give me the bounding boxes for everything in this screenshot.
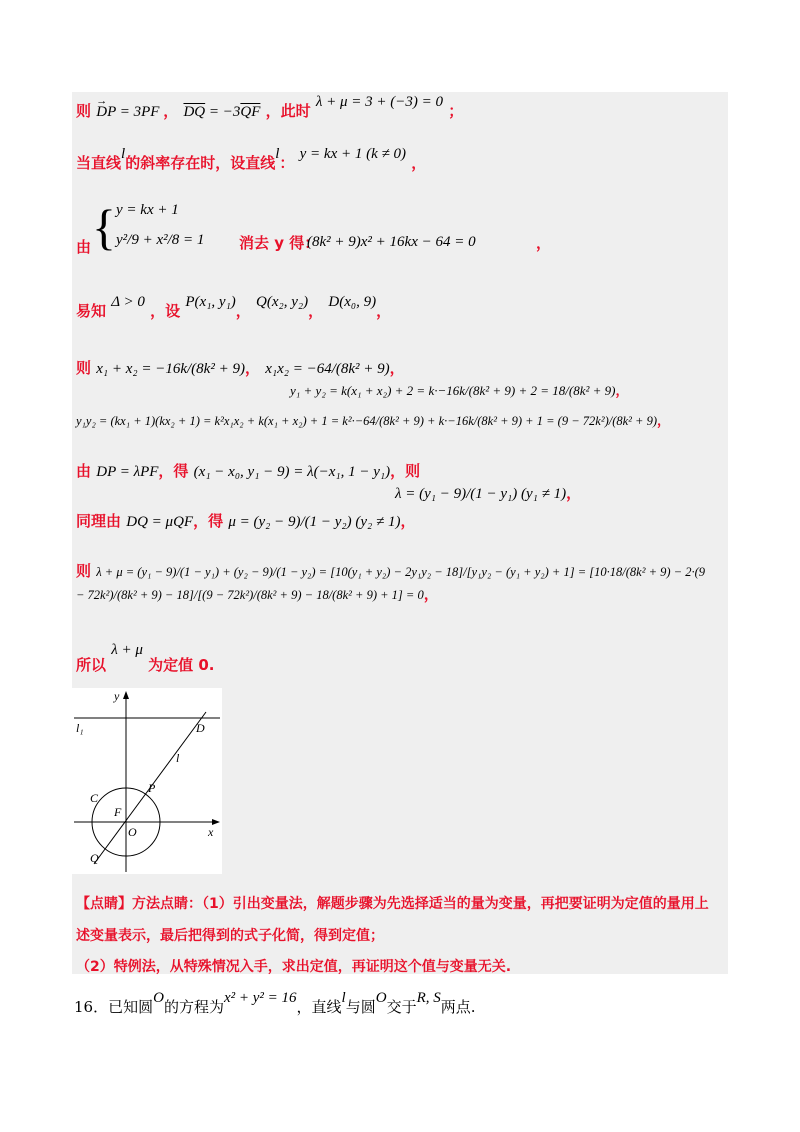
vieta-sum: x₁ + x₂ = −16k/(8k² + 9) bbox=[96, 361, 245, 377]
vector-eq-dq: $\overline{DQ} = -3\overline{QF}$ bbox=[183, 104, 261, 120]
text: 易知 bbox=[76, 302, 107, 320]
vector-eq-dp: D → P = 3PF bbox=[96, 95, 160, 120]
label-o: O bbox=[128, 825, 137, 839]
text: 已知圆 bbox=[108, 998, 154, 1016]
text: 为定值 0. bbox=[148, 656, 215, 674]
points-rs: R, S bbox=[416, 990, 441, 1006]
vieta-product: x₁x₂ = −64/(8k² + 9) bbox=[265, 361, 390, 377]
point-p: P(x₁, y₁) bbox=[185, 294, 236, 310]
y-product: y₁y₂ = (kx₁ + 1)(kx₂ + 1) = k²x₁x₂ + k(x₁ + x₂) + 1 = k²·−64/(8k² + 9) + k·−16k/(8k² + 9) + 1 = (9 − 72k²)/(8k² + 9) bbox=[76, 414, 658, 428]
solution-line-8 bbox=[76, 510, 415, 531]
text: ，则 bbox=[390, 462, 421, 480]
text: ， bbox=[235, 302, 251, 320]
text: 与圆 bbox=[345, 998, 376, 1016]
solution-line-1 bbox=[76, 94, 464, 121]
y-sum: y₁ + y₂ = k(x₁ + x₂) + 2 = k·−16k/(8k² + 9) + 2 = 18/(8k² + 9) bbox=[290, 383, 616, 398]
discriminant: Δ > 0 bbox=[111, 294, 145, 310]
text: 则 bbox=[76, 102, 92, 120]
label-c: C bbox=[90, 791, 99, 805]
method-note-line-1: 【点睛】方法点睛：（1）引出变量法，解题步骤为先选择适当的量为变量，再把要证明为定值的量用上 bbox=[76, 896, 709, 912]
text: ， bbox=[566, 484, 582, 502]
text: ， bbox=[389, 359, 405, 377]
math-o: O bbox=[153, 990, 164, 1006]
text: 两点. bbox=[440, 998, 476, 1016]
solution-line-6 bbox=[76, 410, 670, 429]
solution-line-7b bbox=[395, 482, 581, 503]
question-16 bbox=[74, 990, 476, 1017]
text: 则 bbox=[76, 359, 92, 377]
text: 同理由 bbox=[76, 512, 122, 530]
line-equation: y = kx + 1 (k ≠ 0) bbox=[299, 146, 406, 162]
solution-line-5 bbox=[76, 357, 405, 378]
text: ， bbox=[536, 234, 552, 252]
solution-line-7 bbox=[76, 460, 420, 481]
label-l: l bbox=[176, 751, 180, 765]
text: 消去 y 得： bbox=[239, 234, 320, 252]
text: ， bbox=[615, 384, 629, 399]
text: 由 bbox=[76, 238, 92, 256]
text: ，得 bbox=[158, 462, 189, 480]
label-q: Q bbox=[90, 851, 99, 865]
system-eq-2: y²/9 + x²/8 = 1 bbox=[116, 232, 205, 248]
text: ， bbox=[400, 512, 416, 530]
solution-line-10 bbox=[76, 642, 215, 675]
math-l: l bbox=[275, 146, 280, 162]
label-d: D bbox=[196, 721, 205, 735]
vector-dp-lambda: DP = λPF bbox=[96, 464, 159, 480]
question-number: 16． bbox=[74, 998, 109, 1016]
point-d: D(x₀, 9) bbox=[328, 294, 377, 310]
lambda-mu-sum: λ + μ = 3 + (−3) = 0 bbox=[315, 94, 444, 110]
method-note-line-3: （2）特例法，从特殊情况入手，求出定值，再证明这个值与变量无关. bbox=[76, 959, 512, 975]
system-eq-1: y = kx + 1 bbox=[116, 202, 179, 218]
coordinate-equation: (x₁ − x₀, y₁ − 9) = λ(−x₁, 1 − y₁) bbox=[193, 464, 391, 480]
quadratic-equation: (8k² + 9)x² + 16kx − 64 = 0 bbox=[307, 234, 476, 250]
solution-line-9 bbox=[76, 560, 716, 606]
text: ，设 bbox=[150, 302, 181, 320]
method-note-line-2: 述变量表示，最后把得到的式子化简，得到定值； bbox=[76, 928, 384, 944]
lambda-plus-mu: λ + μ bbox=[111, 642, 143, 658]
text: 所以 bbox=[76, 656, 107, 674]
math-l: l bbox=[341, 990, 346, 1006]
label-p: P bbox=[148, 781, 156, 795]
text: ； bbox=[448, 102, 464, 120]
text: 交于 bbox=[386, 998, 417, 1016]
lambda-expression: λ = (y₁ − 9)/(1 − y₁) (y₁ ≠ 1) bbox=[395, 486, 567, 502]
vector-dq-mu: DQ = μQF bbox=[126, 514, 194, 530]
text: 的斜率存在时，设直线 bbox=[125, 154, 276, 172]
label-l1: l₁ bbox=[76, 721, 84, 735]
text: ， bbox=[411, 154, 427, 172]
text: ， bbox=[244, 359, 260, 377]
geometry-figure bbox=[72, 688, 222, 874]
text: 则 bbox=[76, 562, 92, 580]
text: ： bbox=[279, 154, 295, 172]
text: ， bbox=[423, 585, 439, 603]
label-y: y bbox=[114, 689, 120, 703]
circle-equation: x² + y² = 16 bbox=[223, 990, 297, 1006]
solution-line-4 bbox=[76, 294, 392, 321]
mu-expression: μ = (y₂ − 9)/(1 − y₂) (y₂ ≠ 1) bbox=[228, 514, 401, 530]
text: ， bbox=[657, 414, 671, 429]
text: ， bbox=[163, 102, 179, 120]
math-o: O bbox=[375, 990, 387, 1006]
text: ，得 bbox=[193, 512, 224, 530]
text: ， bbox=[308, 302, 324, 320]
solution-line-5b bbox=[290, 380, 629, 399]
math-l: l bbox=[121, 146, 126, 162]
label-f: F bbox=[114, 805, 122, 819]
point-q: Q(x₂, y₂) bbox=[256, 294, 309, 310]
text: 由 bbox=[76, 462, 92, 480]
system-brace: { bbox=[92, 199, 116, 255]
text: ，直线 bbox=[296, 998, 342, 1016]
text: ，此时 bbox=[265, 102, 311, 120]
label-x: x bbox=[208, 825, 214, 839]
solution-line-2 bbox=[76, 146, 427, 173]
lambda-mu-derivation: λ + μ = (y₁ − 9)/(1 − y₁) + (y₂ − 9)/(1 − y₂) = [10(y₁ + y₂) − 2y₁y₂ − 18]/[y₁y₂ − (y₁ + y₂) + 1] = [10·18/(8k² + 9) − 2·(9 − 72k²)/(8k² + 9) − 18]/[(9 − 72k²)/(8k² + 9) − 18/(8k² + 9) + 1] = 0 bbox=[76, 565, 706, 602]
text: 的方程为 bbox=[163, 998, 224, 1016]
text: ， bbox=[376, 302, 392, 320]
text: 当直线 bbox=[76, 154, 122, 172]
